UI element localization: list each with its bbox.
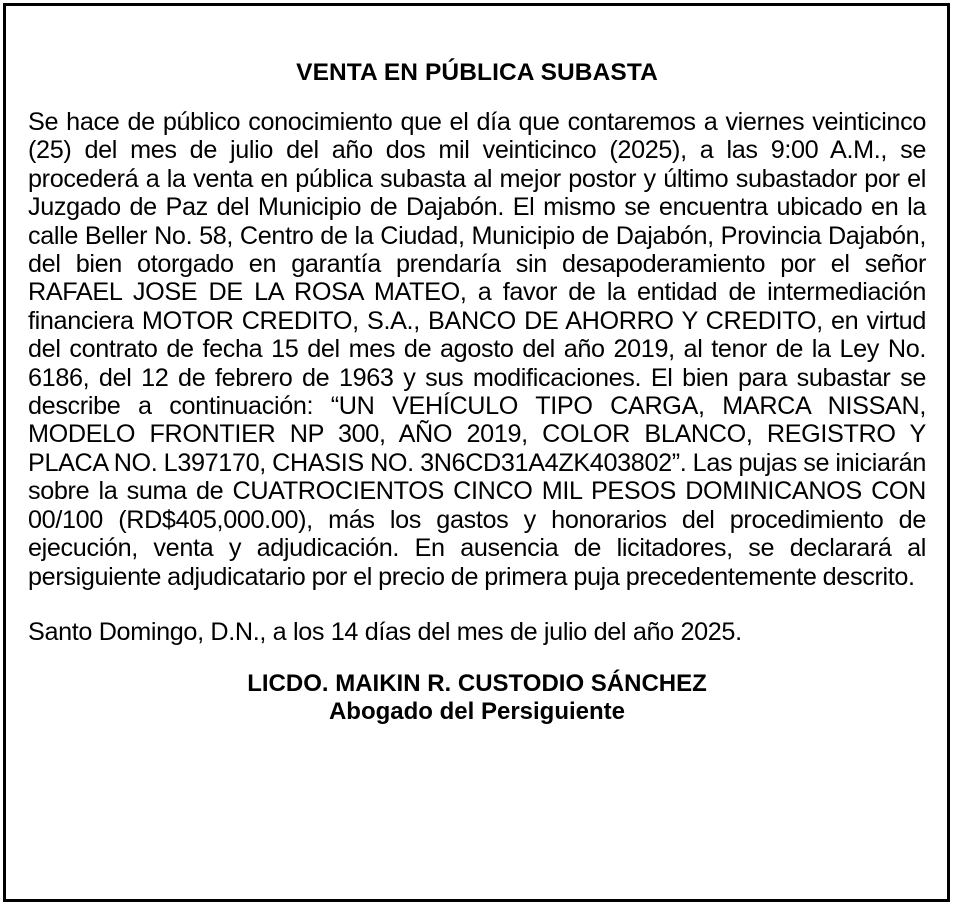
- notice-content: [28, 58, 926, 726]
- legal-notice: [3, 3, 950, 902]
- signer-role: Abogado del Persiguiente: [328, 698, 626, 726]
- notice-body: Se hace de público conocimiento que el día que contaremos a viernes veinticinco (25) del mes de julio del año dos mil veinticinco (2025), a las 9:00 A.M., se procederá a la venta en pública subasta al mejor postor y último subastador por el Juzgado de Paz del Municipio de Dajabón. El mismo se encuentra ubicado en la calle Beller No. 58, Centro de la Ciudad, Municipio de Dajabón, Provincia Dajabón, del bien otorgado en garantía prendaría sin desapoderamiento por el señor RAFAEL JOSE DE LA ROSA MATEO, a favor de la entidad de intermediación financiera MOTOR CREDITO, S.A., BANCO DE AHORRO Y CREDITO, en virtud del contrato de fecha 15 del mes de agosto del año 2019, al tenor de la Ley No. 6186, del 12 de febrero de 1963 y sus modificaciones. El bien para subastar se describe a continuación: “UN VEHÍCULO TIPO CARGA, MARCA NISSAN, MODELO FRONTIER NP 300, AÑO 2019, COLOR BLANCO, REGISTRO Y PLACA NO. L397170, CHASIS NO. 3N6CD31A4ZK403802”. Las pujas se iniciarán sobre la suma de CUATROCIENTOS CINCO MIL PESOS DOMINICANOS CON 00/100 (RD$405,000.00), más los gastos y honorarios del procedimiento de ejecución, venta y adjudicación. En ausencia de licitadores, se declarará al persiguiente adjudicatario por el precio de primera puja precedentemente descrito.: [28, 108, 926, 591]
- signature-block: [28, 670, 926, 726]
- notice-title: VENTA EN PÚBLICA SUBASTA: [296, 59, 658, 86]
- signer-name: LICDO. MAIKIN R. CUSTODIO SÁNCHEZ: [247, 670, 707, 698]
- notice-date-line: Santo Domingo, D.N., a los 14 días del mes de julio del año 2025.: [28, 617, 742, 646]
